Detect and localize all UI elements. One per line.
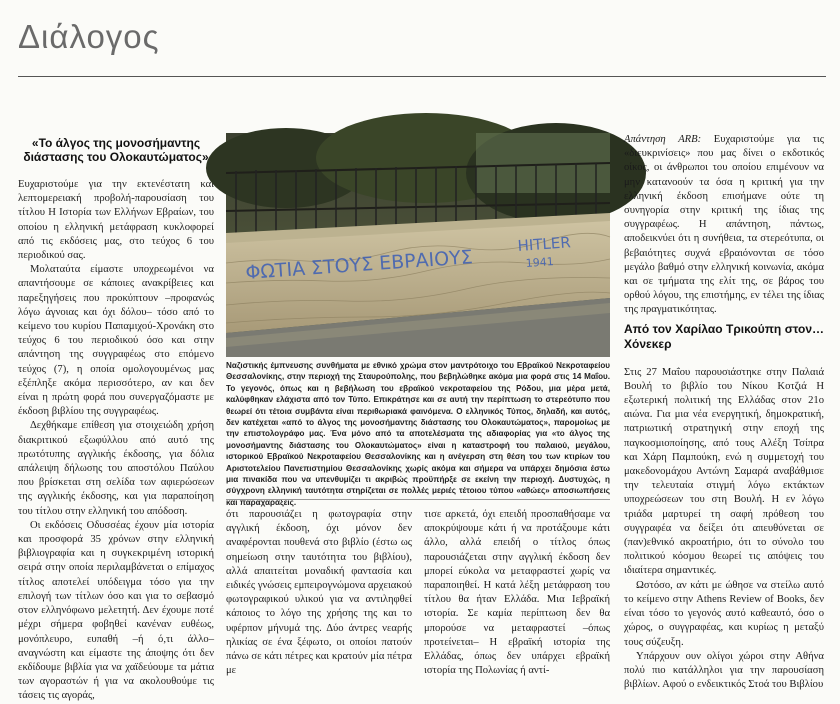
article-paragraph: Ευχαριστούμε για την εκτενέστατη και λεπτομερειακή προβολή-παρουσίαση του τίτλου Η Ιστορία των Ελλήνων Εβραίων, του οποίου η ελληνική μετάφραση κυκλοφορεί από τις εκδόσεις μας, στο τεύχος 6 του περιοδικού σας. xyxy=(18,179,214,262)
article-paragraph: Υπάρχουν ουν ολίγοι χώροι στην Αθήνα πολύ πιο κατάλληλοι για την παρουσίαση βιβλίων. Αφού ο ενδεικτικός Στοά του Βιβλίου xyxy=(624,650,824,691)
reply-text: Ευχαριστούμε για τις «διευκρινίσεις» που μας δίνει ο εκδοτικός οίκος, οι άνθρωποι του οποίου επιμένουν να μην κατανοούν τα όσα η κριτική για την ελληνική έκδοση επισήμανε ούτε τη συνηγορία στην κριτική της ίδιας της συγγραφέως. Η απάντηση, πάντως, αποδεικνύει ότι η συνήθεια, τα στερεότυπα, οι βεβαιότητες συχνά εβραιόνονται σε τόσο μεγάλο βαθμό στην ελληνική κοινωνία, ακόμα και σε τμήματα της ελίτ της, σε βάρος του ορθού λόγου, της επιστήμης, εν τέλει της ίδιας της πραγματικότητας. xyxy=(624,134,824,316)
column-text: τισε αρκετά, όχι επειδή προσπαθήσαμε να αποκρύψουμε κάτι ή να προτάξουμε κάτι άλλο, αλλά επειδή ο τίτλος όπως παρουσιάζεται στην αγγλική έκδοση δεν μπορεί εύκολα να μεταφραστεί χωρίς να παραποιηθεί. Η κατά λέξη μετάφραση του τίτλου θα ήταν Ελλάδα. Μια Ιεβραϊκή ιστορία. Σε καμία περίπτωση δεν θα μπορούσε να μεταφραστεί –όπως προτείνεται– Η εβραϊκή ιστορία της Ελλάδας, όπως δεν υπάρχει εβραϊκή ιστορία της Πολωνίας ή αντί- xyxy=(424,509,610,677)
caption-rule xyxy=(226,499,610,500)
article-paragraph: Μολαταύτα είμαστε υποχρεωμένοι να απαντήσουμε σε κάποιες ανακρίβειες και παρεξηγήσεις που προκύπτουν –προφανώς λόγω άγνοιας και όχι δόλου– τόσο από το κείμενο του κυρίου Παπαμιχού-Χρονάκη στο τεύχος 6 του περιοδικού όσο και στην απάντηση της συγγραφέως στο επόμενο τεύχος (7), η οποία ομολογουμένως μας εξέπληξε ακόμα περισσότερο, αν και δεν είναι η πρώτη φορά που συνεργαζόμαστε με έκδοση βιβλίου της συγγραφέως. xyxy=(18,264,214,418)
article-paragraph: Στις 27 Μαΐου παρουσιάστηκε στην Παλαιά Βουλή το βιβλίο του Νίκου Κοτζιά Η εξωτερική πολιτική της Ελλάδας στον 21ο αιώνα. Για μια νέα ενεργητική, δημοκρατική, πατριωτική στρατηγική στην εποχή της παγκοσμιοποίησης, από τους Αλέξη Τσίπρα και Χάρη Παμπούκη, ενώ η συμμετοχή του μακεδονομάχου Αντώνη Σαμαρά αναβάθμισε την τελευταία στιγμή λόγω εκτάκτων υποχρεώσεων του στη Βουλή. Η εν λόγω τριάδα μαρτυρεί τη σαφή πρόθεση του συγγραφέα να δείξει ότι απευθύνεται σε (παν)εθνικό ακροατήριο, ότι το σύνολο του πολιτικού κόσμου θεωρεί τις απόψεις του ιδιαίτερα σημαντικές. xyxy=(624,366,824,577)
reply-paragraph xyxy=(624,133,824,318)
graffiti-photo xyxy=(226,133,610,357)
column-text: ότι παρουσιάζει η φωτογραφία στην αγγλική έκδοση, όχι μόνον δεν αναφέρονται πουθενά στο βιβλίο (έστω ως σημείωση στην ταυτότητα του βιβλίου), αλλά απαιτείται μοναδική φαντασία και ειδικές γνώσεις εμπειρογνώμονα αρχειακού φωτογραφικού υλικού για να αντιληφθεί κάποιος το λόγο της χρήσης της και το υφέρπον μήνυμά της. Δύο άντρες νεαρής ηλικίας σε ένα ξέφωτο, οι οποίοι πατούν πάνω σε κάτι πέτρες και κρατούν μία πέτρα με xyxy=(226,509,412,677)
left-article xyxy=(18,136,214,702)
article-paragraph: Οι εκδόσεις Οδυσσέας έχουν μία ιστορία και προσφορά 35 χρόνων στην ελληνική βιβλιογραφία και η συγκεκριμένη ιστορική σειρά στην οποία περιλαμβάνεται ο επίμαχος τίτλος αποτελεί υπόδειγμα τόσο για την επιλογή των τίτλων όσο και για το σεβασμό στον ελληνόφωνο μελετητή. Δεν έχουμε ποτέ μέχρι σήμερα φοβηθεί κανέναν ευθέως, μονόπλευρο, ευπαθή –ή ό,τι άλλο– αναγνώστη και είμαστε της άποψης ότι δεν εκδίδουμε βιβλία για να χαϊδεύουμε τα μάτια των αγοραστών ή για να ακολουθούμε τις τάσεις τις αγοράς, xyxy=(18,519,214,702)
graffiti-slogan: ΦΩΤΙΑ ΣΤΟΥΣ ΕΒΡΑΙΟΥΣ xyxy=(244,246,474,284)
header-rule xyxy=(18,76,826,77)
section-title: Διάλογος xyxy=(18,18,160,55)
sub-headline: Από τον Χαρίλαο Τρικούπη στον… Χόνεκερ xyxy=(624,321,824,351)
middle-column-1 xyxy=(226,508,412,677)
right-column xyxy=(624,133,824,691)
svg-text:1941: 1941 xyxy=(525,255,555,270)
graffiti-hitler: HITLER xyxy=(517,233,572,255)
middle-column-2 xyxy=(424,508,610,677)
reply-label: Απάντηση ARB: xyxy=(624,134,702,145)
photo-caption: Ναζιστικής έμπνευσης συνθήματα με εθνικό χρώμα στον μαντρότοιχο του Εβραϊκού Νεκροταφείου Θεσσαλονίκης, στην περιοχή της Σταυρούπολης, που βεβηλώθηκε ακόμα μια φορά στις 14 Μαΐου. Το γεγονός, όπως και η βεβήλωση του εβραϊκού νεκροταφείου της Ρόδου, μια μέρα μετά, καλύφθηκαν ελάχιστα από τον Τύπο. Επικράτησε και σε αυτή την περίπτωση το στερεότυπο που θεωρεί ότι τέτοια συμβάντα είναι περιθωριακά φαινόμενα. Ο ελληνικός Τύπος, δηλαδή, και αυτός, δεν κατέχεται «από το άλγος της μονοσήμαντης διάστασης του Ολοκαυτώματος», παρομοίως με την επιστολογράφο μας. Ένα μόνο από τα αποτελέσματα της αδιαφορίας για «το άλγος της μονοσήμαντης διάστασης του Ολοκαυτώματος» είναι η καταστροφή του παλαιού, μεγάλου, ιστορικού Εβραϊκού Νεκροταφείου Θεσσαλονίκης και η ανέγερση στη θέση του των κτιρίων του Αριστοτελείου Πανεπιστημίου Θεσσαλονίκης χωρίς ακόμα και σήμερα να υπάρχει δημόσια έστω μια πινακίδα που να υπενθυμίζει τι ακριβώς προϋπήρξε σε εκείνη την περιοχή. Δυστυχώς, η σύγχρονη ελληνική ταυτότητα στηρίζεται σε πολλές μεριές τέτοιου τύπου «αθώες» αποσιωπήσεις και παραχαράξεις. xyxy=(226,361,610,507)
article-paragraph: Δεχθήκαμε επίθεση για στοιχειώδη χρήση διακριτικού εξωφύλλου από αυτό της πρωτότυπης αγγλικής έκδοσης, για δόλια απάλειψη δήλωσης του αποστόλου Παύλου που βρίσκεται στη σελίδα των αφιερώσεων της αγγλικής έκδοσης, και για παραποίηση του τίτλου στην ελληνική του απόδοση. xyxy=(18,420,214,517)
article-headline: «Το άλγος της μονοσήμαντης διάστασης του Ολοκαυτώματος» xyxy=(23,136,209,164)
article-paragraph: Ωστόσο, αν κάτι με ώθησε να στείλω αυτό το κείμενο στην Athens Review of Books, δεν είναι τόσο το γεγονός αυτό καθεαυτό, όσο ο χώρος, ο συγγραφέας, και κυρίως η μεταξύ τους σύζευξη. xyxy=(624,579,824,648)
